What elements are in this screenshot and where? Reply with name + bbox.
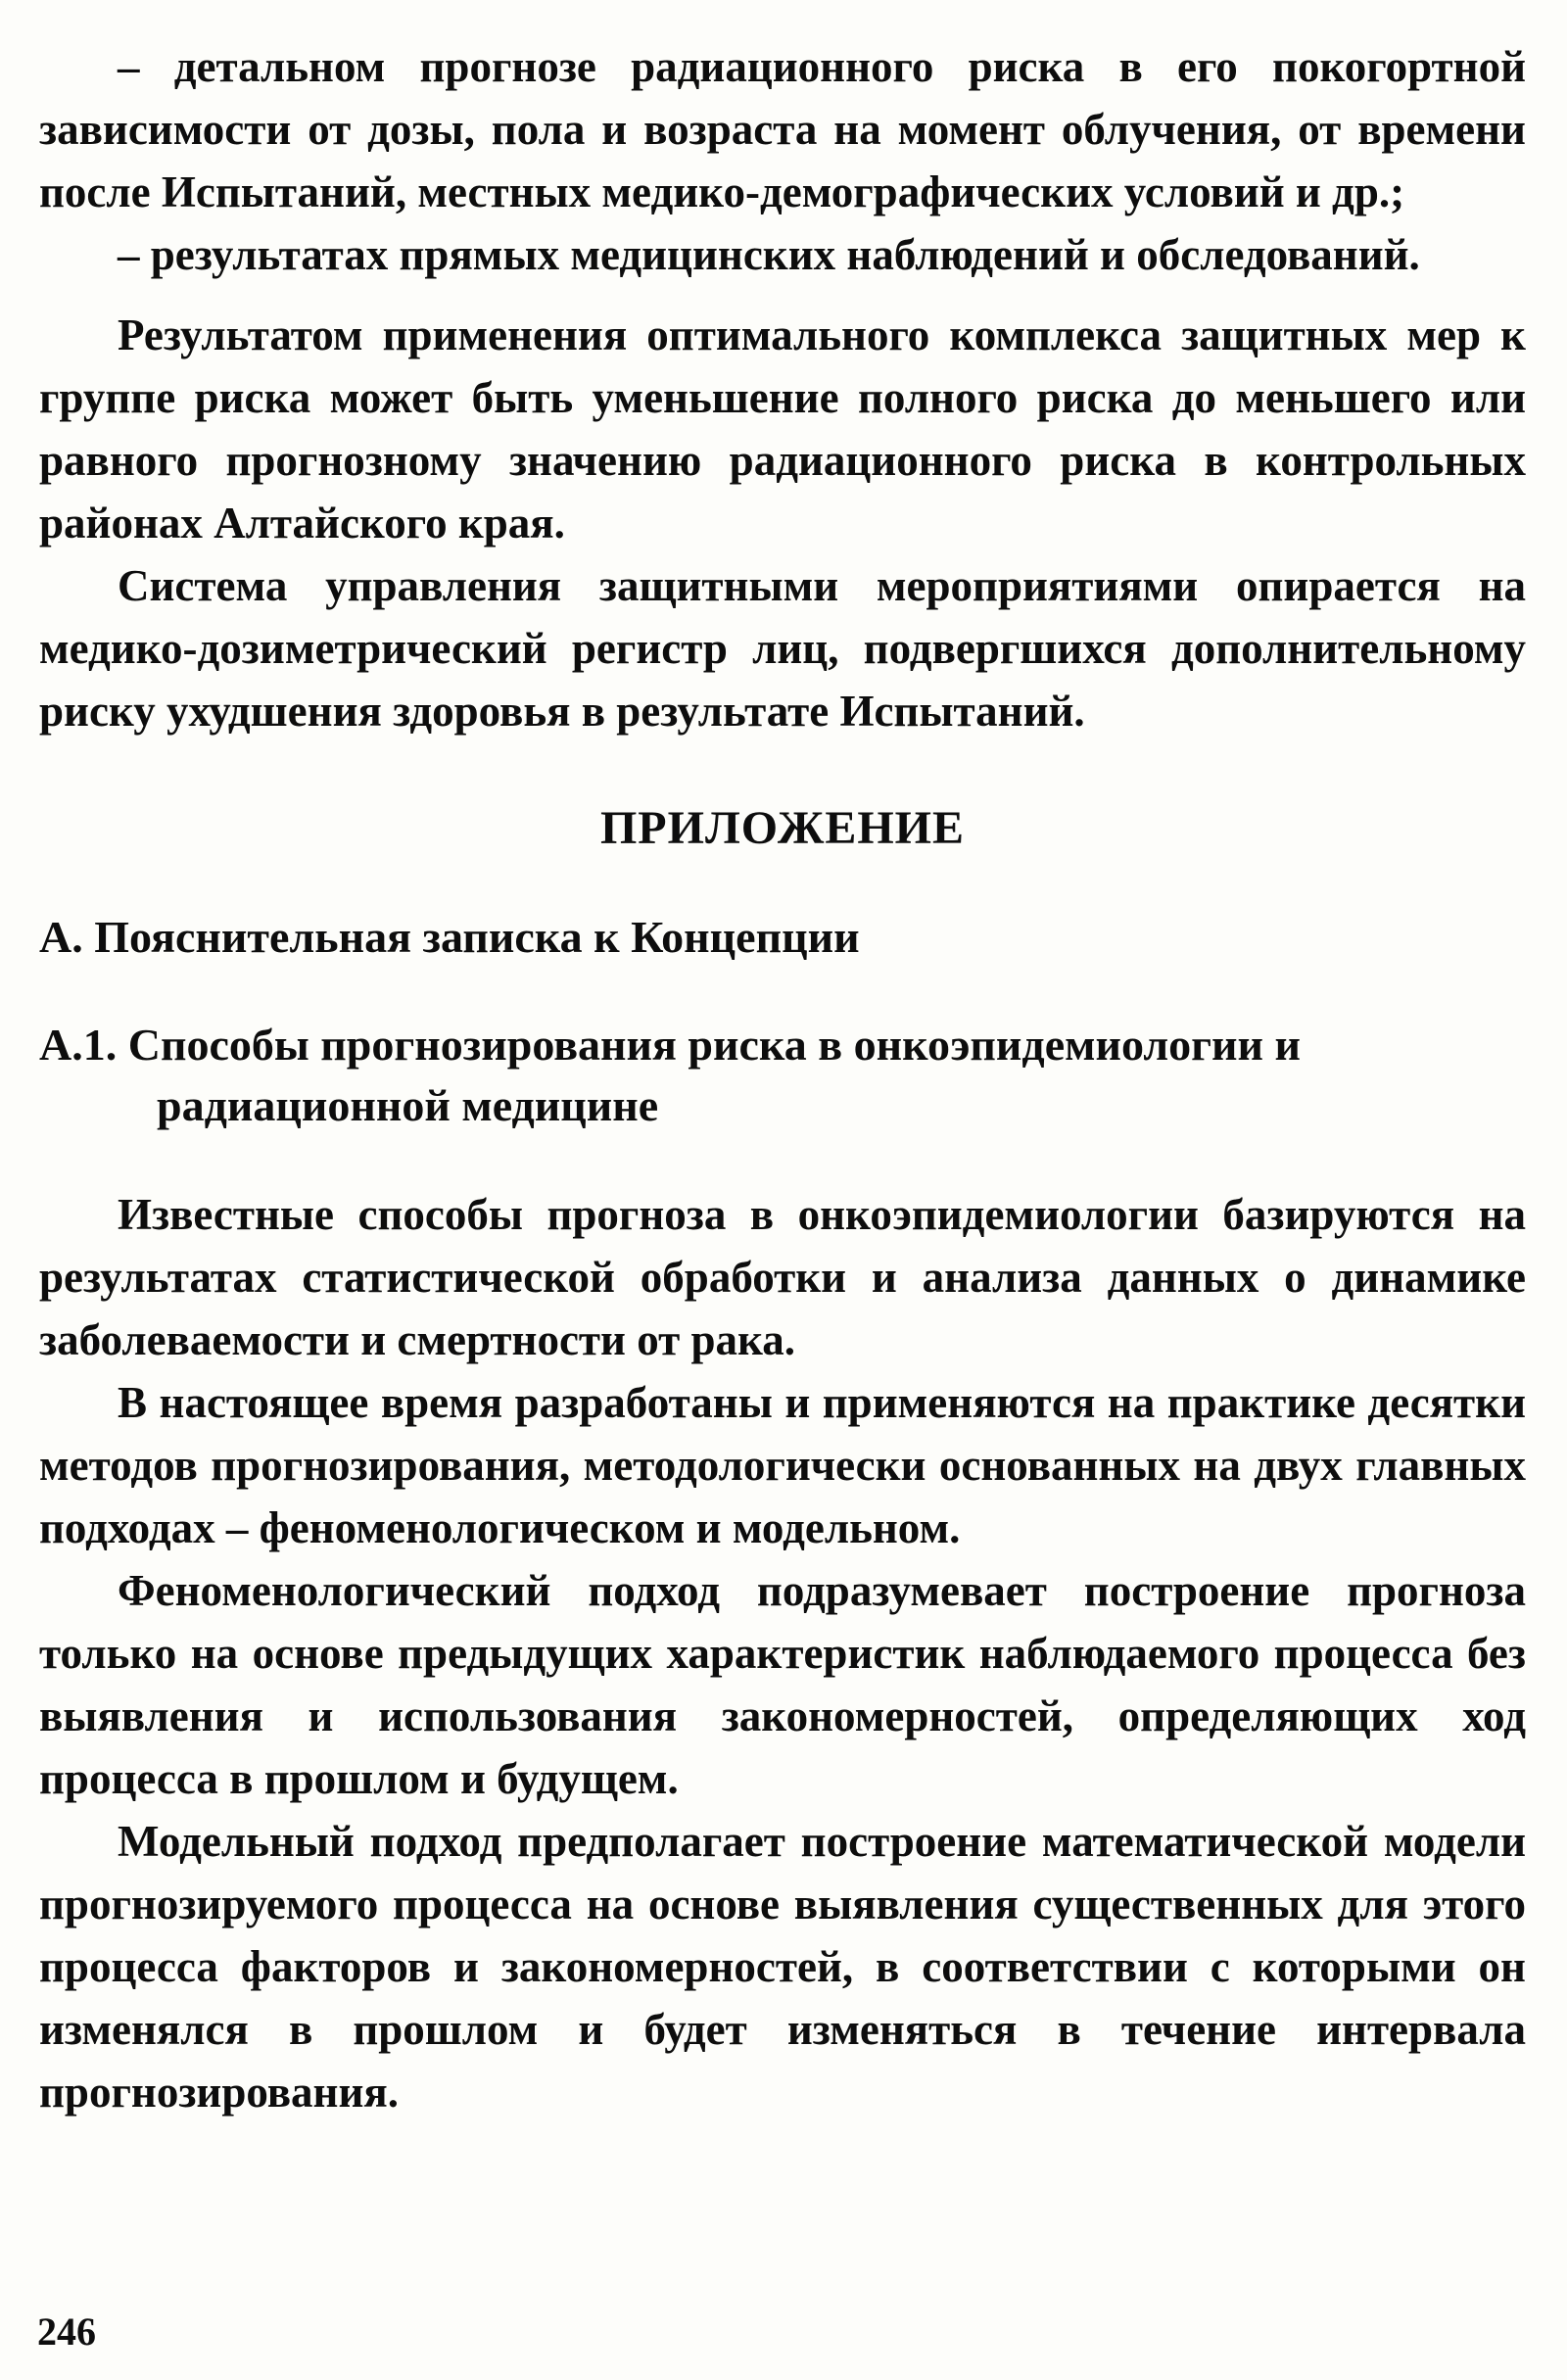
paragraph-protective-measures: Результатом применения оптимального комплекса защитных мер к группе риска может быть уменьшение полного риска до меньшего или равного прогнозному значению радиационного риска в контрольных районах Алтайского края. (39, 310, 1526, 547)
paragraph-phenomenological: Феноменологический подход подразумевает построение прогноза только на основе предыдущих характеристик наблюдаемого процесса без выявления и использования закономерностей, определяющих ход процесса в прошлом и будущем. (39, 1566, 1526, 1803)
list-item-observations: – результатах прямых медицинских наблюдений и обследований. (118, 230, 1420, 279)
section-a1-heading (39, 1015, 1526, 1136)
page-number: 246 (37, 2309, 96, 2354)
paragraph-model-approach: Модельный подход предполагает построение математической модели прогнозируемого процесса на основе выявления существенных для этого процесса факторов и закономерностей, в соответствии с которыми он изменялся в прошлом и будет изменяться в течение интервала прогнозирования. (39, 1817, 1526, 2117)
paragraph-management-system: Система управления защитными мероприятиями опирается на медико-дозиметрический регистр лиц, подвергшихся дополнительному риску ухудшения здоровья в результате Испытаний. (39, 561, 1526, 736)
paragraph-known-methods: Известные способы прогноза в онкоэпидемиологии базируются на результатах статистической обработки и анализа данных о динамике заболеваемости и смертности от рака. (39, 1190, 1526, 1364)
list-item-forecast: – детальном прогнозе радиационного риска в его покогортной зависимости от дозы, пола и возраста на момент облучения, от времени после Испытаний, местных медико-демографических условий и др.; (39, 42, 1526, 216)
section-a1-title: Способы прогнозирования риска в онкоэпидемиологии и радиационной медицине (127, 1020, 1302, 1130)
section-a1-label: А.1. (39, 1020, 118, 1070)
paragraph-current-methods: В настоящее время разработаны и применяются на практике десятки методов прогнозирования, методологически основанных на двух главных подходах – феноменологическом и модельном. (39, 1378, 1526, 1552)
appendix-heading: ПРИЛОЖЕНИЕ (599, 802, 966, 854)
section-a-heading: А. Пояснительная записка к Концепции (39, 912, 860, 962)
